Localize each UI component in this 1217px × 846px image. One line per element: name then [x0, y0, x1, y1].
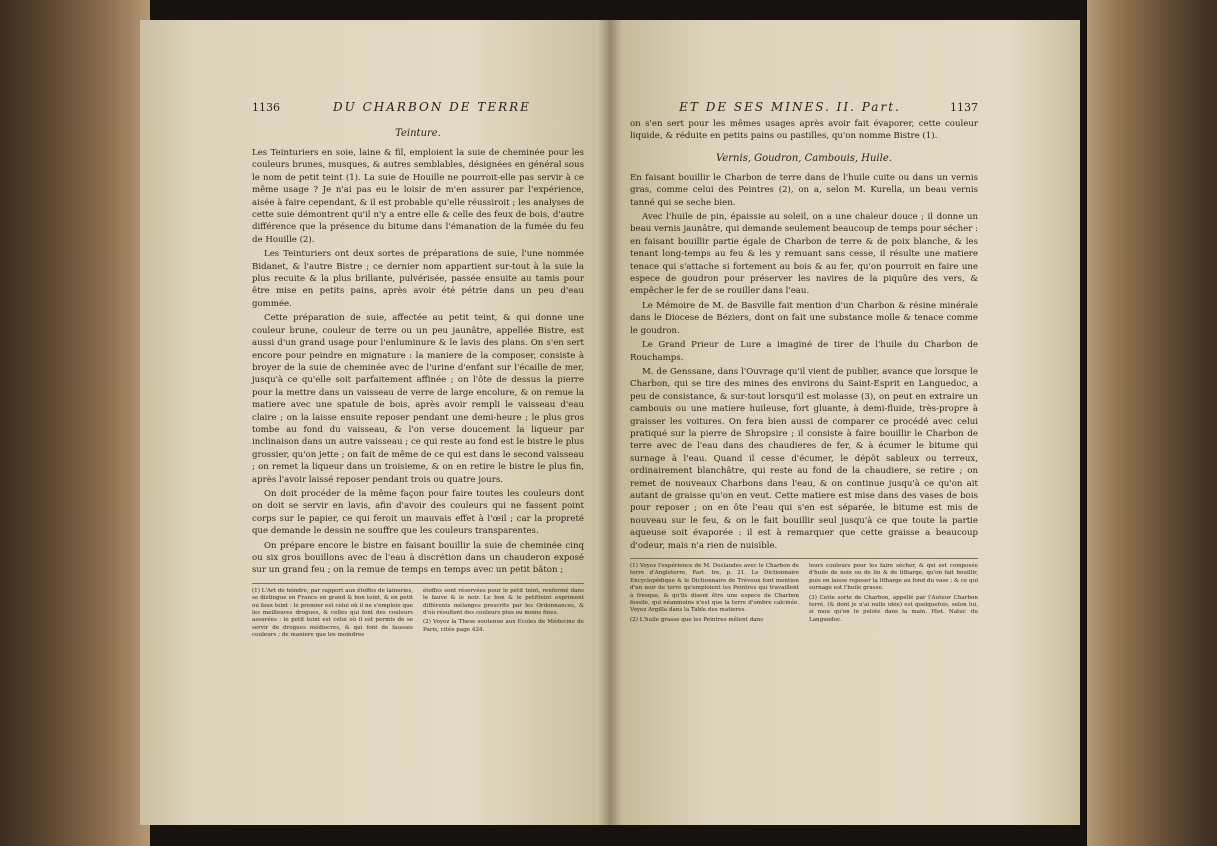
right-running-title: ET DE SES MINES. II. Part. [679, 100, 901, 114]
paragraph: En faisant bouillir le Charbon de terre dans de l'huile cuite ou dans un vernis gras, comme celui des Peintres (2), on a, selon M. Kurella, un beau vernis tanné qui se seche bien. [630, 172, 978, 208]
footnote: (3) Cette sorte de Charbon, appellé par l'Auteur Charbon terré, (& dont je n'ai nulle idée) est quelquefois, selon lui, si mou qu'on le pelote dans la main. Hist. Natur. du Languedoc. [809, 594, 978, 623]
footnote: (2) Voyez la These soutenue aux Ecoles de Médecine de Paris, citée page 424. [423, 619, 584, 633]
right-page [610, 20, 1080, 825]
footnote: (2) L'huile grasse que les Peintres mêlent dans [630, 616, 764, 623]
paragraph: Cette préparation de suie, affectée au petit teint, & qui donne une couleur brune, couleur de terre ou un peu jaunâtre, appellée Bistre, est aussi d'un grand usage pour l'enluminure & le lavis des plans. On s'en sert encore pour peindre en mignature : la maniere de la composer, consiste à broyer de la suie de cheminée avec de l'urine d'enfant sur l'écaille de mer, jusqu'à ce qu'elle soit parfaitement affinée ; on l'ôte de dessus la pierre pour la mettre dans un vaisseau de verre de large encolure, & on remue la matiere avec une spatule de bois, après avoir rempli le vaisseau d'eau claire ; on la laisse ensuite reposer pendant une demi-heure ; le plus gros tombe au fond du vaisseau, & l'on verse doucement la liqueur par inclinaison dans un autre vaisseau ; ce qui reste au fond est le bistre le plus grossier, qu'on jette ; on fait de même de ce qui est dans le second vaisseau ; on remet la liqueur dans un troisieme, & on en retire le bistre le plus fin, après l'avoir laissé reposer pendant trois ou quatre jours. [252, 313, 584, 485]
footnote: leurs couleurs pour les faire sécher, & qui est composée d'huile de noix ou de lin & de litharge, qu'on fait bouillir, puis on laisse reposer la litharge au fond du vase ; & ce qui surnage est l'huile grasse. [809, 563, 978, 592]
right-footnotes [630, 558, 978, 626]
left-footnotes [252, 583, 584, 642]
right-body-text-main [630, 172, 978, 552]
left-page-number: 1136 [252, 101, 280, 114]
left-running-head [252, 100, 584, 118]
book-gutter [598, 20, 622, 825]
right-page-edges [1087, 0, 1217, 846]
opening-paragraph: on s'en sert pour les mêmes usages après avoir fait évaporer, cette couleur liquide, & réduite en petits pains ou pastilles, qu'on nomme Bistre (1). [630, 119, 978, 142]
paragraph: Le Grand Prieur de Lure a imaginé de tirer de l'huile du Charbon de Rouchamps. [630, 340, 978, 363]
left-page-content [252, 100, 584, 642]
left-running-title: DU CHARBON DE TERRE [333, 100, 531, 114]
paragraph: Avec l'huile de pin, épaissie au soleil, on a une chaleur douce ; il donne un beau vernis jaunâtre, qui demande seulement beaucoup de temps pour sécher : en faisant bouillir partie égale de Charbon de terre & de poix blanche, & les tenant long-temps au feu & les y remuant sans cesse, il résulte une matiere tenace qui s'attache si fortement au bois & au fer, qu'on pourroit en faire une espece de goudron pour préserver les navires de la piquûre des vers, & empêcher le fer de se rouiller dans l'eau. [630, 212, 978, 297]
paragraph: Les Teinturiers en soie, laine & fil, emploient la suie de cheminée pour les couleurs brunes, musques, & autres semblables, désignées en général sous le nom de petit teint (1). La suie de Houille ne pourroit-elle pas servir à ce même usage ? Je n'ai pas eu le loisir de m'en assurer par l'expérience, aisée à faire cependant, & il est probable qu'elle réussiroit ; les analyses de cette suie démontrent qu'il n'y a entre elle & celle des feux de bois, d'autre différence que la présence du bitume dans l'émanation de la fumée du feu de Houille (2). [252, 148, 584, 245]
paragraph: Le Mémoire de M. de Basville fait mention d'un Charbon & résine minérale dans le Diocese de Béziers, dont on fait une substance molle & tenace comme le goudron. [630, 300, 978, 336]
right-footnotes-col2 [809, 563, 978, 626]
left-section-title: Teinture. [395, 128, 441, 139]
right-page-content [630, 100, 978, 626]
footnote: (1) L'Art de teindre, par rapport aux étoffes de laineries, se distingue en France en grand & bon teint, & en petit ou faux teint : le premier est celui où il ne s'emploie que les meilleures drogues, & celles qui font des couleurs assurées : le petit teint est celui où il est permis de se servir de drogues médiocres, & qui font de fausses couleurs ; de maniere que les moindres [252, 587, 413, 639]
paragraph: On doit procéder de la même façon pour faire toutes les couleurs dont on doit se servir en lavis, afin d'avoir des couleurs qui ne fassent point corps sur le papier, ce qui feroit un mauvais effet à l'œil ; car la propreté que demande le dessin ne souffre que les couleurs transparentes. [252, 488, 584, 537]
left-page [140, 20, 610, 825]
right-body-text [630, 118, 978, 143]
left-page-edges [0, 0, 150, 846]
right-page-number: 1137 [949, 101, 978, 114]
paragraph: On prépare encore le bistre en faisant bouillir la suie de cheminée cinq ou six gros bouillons avec de l'eau à discrétion dans un chauderon exposé sur un grand feu ; on la remue de temps en temps avec un petit bâton ; [252, 540, 584, 576]
left-footnotes-col2 [423, 588, 584, 642]
right-footnotes-col1 [630, 563, 799, 626]
left-body-text [252, 147, 584, 577]
right-running-head [630, 100, 978, 118]
footnote: (1) Voyez l'expérience de M. Deslandes avec le Charbon de terre d'Angleterre, Part. Ire, p. 21. Le Dictionnaire Encyclopédique & le Dictionnaire de Trévoux font mention d'un noir de terre qu'emploient les Peintres qui travaillent à fresque, & qu'ils disent être une espece de Charbon fossile, qui néanmoins n'est que la terre d'ombre calcinée. Voyez Argilla dans la Table des matieres. [630, 563, 799, 614]
paragraph: Les Teinturiers ont deux sortes de préparations de suie, l'une nommée Bidanet, & l'autre Bistre ; ce dernier nom appartient sur-tout à la suie la plus recuite & la plus brillante, pulvérisée, passée ensuite au tamis pour être mise en petits pains, après avoir été pétrie dans un peu d'eau gommée. [252, 249, 584, 309]
right-section-title: Vernis, Goudron, Cambouis, Huile. [716, 152, 892, 164]
paragraph: M. de Genssane, dans l'Ouvrage qu'il vient de publier, avance que lorsque le Charbon, qui se tire des mines des environs du Saint-Esprit en Languedoc, a peu de consistance, & sur-tout lorsqu'il est molasse (3), on peut en extraire un cambouis ou une matiere huileuse, fort gluante, à demi-fluide, très-propre à graisser les voitures. On fera bien aussi de comparer ce procédé avec celui pratiqué sur la pierre de Shropsire ; il consiste à faire bouillir le Charbon de terre avec de l'eau dans des chaudieres de fer, & à écumer le bitume qui surnage à l'eau. Quand il cesse d'écumer, le dépôt sableux ou terreux, ordinairement blanchâtre, qui reste au fond de la chaudiere, se retire ; on remet de nouveaux Charbons dans l'eau, & on continue jusqu'à ce qu'on ait autant de graisse qu'on en veut. Cette matiere est mise dans des vases de bois pour reposer ; on en ôte l'eau qui s'en est séparée, le bitume est mis de nouveau sur le feu, & on le fait bouillir seul jusqu'à ce que toute la partie aqueuse soit évaporée : il est à remarquer que cette graisse a beaucoup d'odeur, mais n'a rien de nuisible. [630, 366, 978, 551]
left-footnotes-col1 [252, 588, 413, 642]
footnote: étoffes sont réservées pour le petit teint, renfermé dans le fauve & le noir. Le bon & le petitteint expriment différents mélanges prescrits par les Ordonnances, & d'où résultent des couleurs plus ou moins fines. [423, 587, 584, 617]
